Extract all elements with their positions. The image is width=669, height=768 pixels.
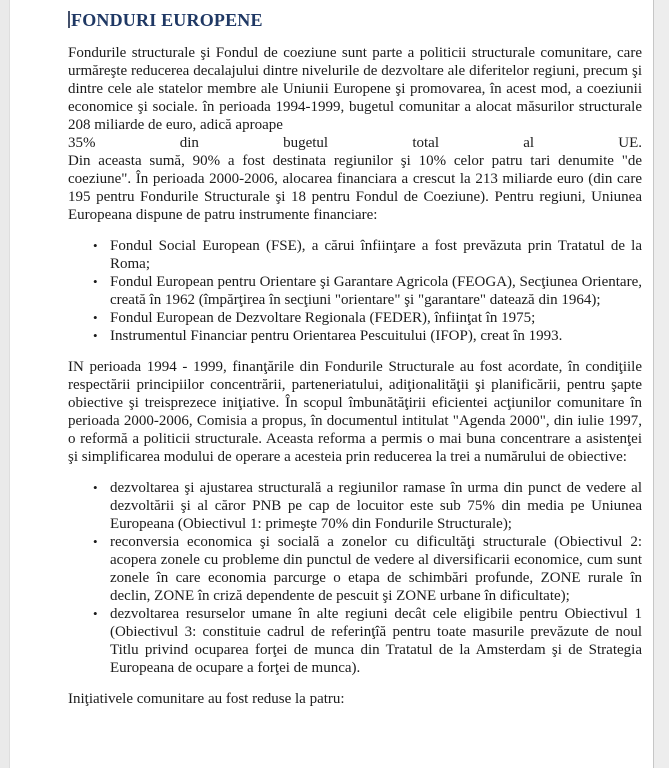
paragraph-initiatives[interactable]: Iniţiativele comunitare au fost reduse la patru: [68,691,345,707]
list-item-text: dezvoltarea resurselor umane în alte regiuni decât cele eligibile pentru Obiectivul 1 (Obiectivul 3: constituie cadrul de referinţîă pentru toate masurile prevăzute de noul Titlu privind ocuparea forţei de munca din Tratatul de la Amsterdam şi de Strategia Europeana de ocupare a forţei de munca). [110,606,642,676]
list-item[interactable] [68,309,642,327]
bullet-icon: • [93,534,98,549]
text-cursor [68,11,70,28]
document-title[interactable] [68,9,642,31]
list-item[interactable] [68,533,642,605]
list-item[interactable] [68,237,642,273]
list-item-text: Fondul European de Dezvoltare Regionala (FEDER), înfiinţat în 1975; [110,310,536,326]
stretched-justified-line[interactable]: 35% din bugetul total al UE. [68,135,642,151]
bullet-icon: • [93,238,98,253]
bullet-icon: • [93,274,98,289]
financial-instruments-list [68,237,642,345]
list-item-text: reconversia economica şi socială a zonelor cu dificultăţi structurale (Obiectivul 2: acopera zonele cu probleme din punctul de vedere al diversificarii economice, cum sunt zonele în care economia parcurge o etapa de schimbări profunde, ZONE rurale în declin, ZONE în criză dependente de pescuit şi ZONE urbane în dificultate); [110,534,642,604]
window-right-edge [653,0,669,768]
bullet-icon: • [93,328,98,343]
list-item[interactable] [68,479,642,533]
list-item-text: Fondul Social European (FSE), a cărui înfiinţare a fost prevăzuta prin Tratatul de la Roma; [110,238,642,272]
paragraph-reform[interactable]: IN perioada 1994 - 1999, finanţările din Fondurile Structurale au fost acordate, în condiţiile respectării principiilor concentrării, parteneriatului, adiţionalităţii şi planificării, pentru şapte obiective şi treisprezece iniţiative. În scopul îmbunătăţirii eficientei acţiunilor comunitare în perioada 2000-2006, Comisia a propus, în documentul intitulat "Agenda 2000", din iulie 1997, o reformă a politicii structurale. Aceasta reforma a permis o mai buna concentrare a asistenţei şi simplificarea modului de operare a acesteia prin reducerea la trei a numărului de obiective: [68,359,642,465]
objectives-list [68,479,642,677]
bullet-icon: • [93,480,98,495]
window-left-edge [0,0,10,768]
document-page [68,9,642,708]
bullet-icon: • [93,310,98,325]
document-title-text: FONDURI EUROPENE [71,10,263,30]
paragraph-intro-part1[interactable]: Fondurile structurale şi Fondul de coeziune sunt parte a politicii structurale comunitare, care urmăreşte reducerea decalajului dintre nivelurile de dezvoltare ale diferitelor regiuni, precum şi dintre cele ale statelor membre ale Uniunii Europene şi promovarea, în acest mod, a coeziunii economice şi sociale. în perioada 1994-1999, bugetul comunitar a alocat măsurilor structurale 208 miliarde de euro, adică aproape [68,45,642,133]
list-item[interactable] [68,327,642,345]
list-item[interactable] [68,273,642,309]
list-item-text: dezvoltarea şi ajustarea structurală a regiunilor ramase în urma din punct de vedere al dezvoltării şi al căror PNB pe cap de locuitor este sub 75% din media pe Uniunea Europeana (Obiectivul 1: primeşte 70% din Fondurile Structurale); [110,480,642,532]
paragraph-intro-part2[interactable]: Din aceasta sumă, 90% a fost destinata regiunilor şi 10% celor patru tari denumite "de coeziune". În perioada 2000-2006, alocarea financiara a crescut la 213 miliarde euro (din care 195 pentru Fondurile Structurale şi 18 pentru Fondul de Coeziune). Pentru regiuni, Uniunea Europeana dispune de patru instrumente financiare: [68,153,642,223]
list-item[interactable] [68,605,642,677]
bullet-icon: • [93,606,98,621]
list-item-text: Instrumentul Financiar pentru Orientarea Pescuitului (IFOP), creat în 1993. [110,328,563,344]
list-item-text: Fondul European pentru Orientare şi Garantare Agricola (FEOGA), Secţiunea Orientare, creată în 1962 (împărţirea în secţiuni "orientare" şi "garantare" datează din 1964); [110,274,642,308]
